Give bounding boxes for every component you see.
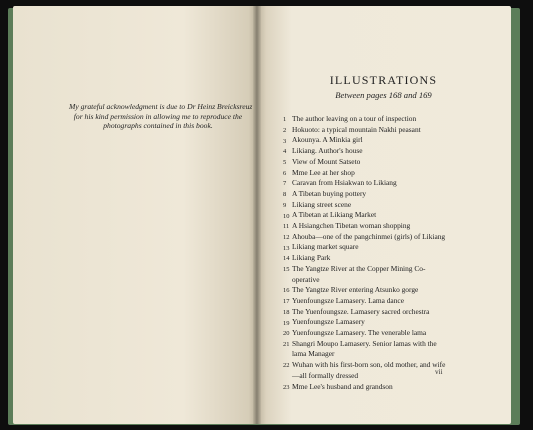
acknowledgment-line: photographs contained in this book. [103, 121, 213, 131]
item-number: 19 [283, 319, 290, 327]
item-number: 3 [283, 137, 287, 145]
item-caption: Yuenfoungsze Lamasery. Lama dance [292, 295, 404, 305]
item-caption-continued: operative [292, 274, 320, 284]
item-caption: A Tibetan at Likiang Market [292, 210, 377, 220]
item-number: 16 [283, 287, 290, 295]
item-number: 6 [283, 169, 287, 177]
item-number: 20 [283, 330, 290, 338]
item-caption: Yuenfoungsze Lamasery [292, 317, 365, 327]
list-item [284, 232, 480, 243]
list-item [284, 146, 480, 157]
list-item [284, 264, 480, 285]
acknowledgment-note [69, 102, 253, 131]
item-number: 22 [283, 362, 290, 370]
list-item [284, 189, 480, 200]
item-caption: Likiang street scene [292, 199, 352, 209]
item-caption-continued: lama Manager [292, 349, 335, 359]
item-number: 23 [283, 383, 290, 391]
list-item [284, 221, 480, 232]
item-caption: Shangri Moupo Lamasery. Senior lamas with the [292, 338, 437, 348]
item-number: 17 [283, 298, 290, 306]
item-caption: Mme Lee's husband and grandson [292, 381, 393, 391]
item-number: 11 [283, 223, 290, 231]
item-caption: Wuhan with his first-born son, old mother, and wife [292, 360, 446, 370]
list-item [284, 360, 480, 381]
list-item [284, 307, 480, 318]
item-number: 7 [283, 180, 287, 188]
list-item [284, 210, 480, 221]
book-spread [13, 6, 511, 424]
item-caption: The Yangtze River at the Copper Mining Co- [292, 263, 426, 273]
item-number: 15 [283, 266, 290, 274]
right-page [256, 6, 511, 424]
item-caption: Likiang. Author's house [292, 146, 363, 156]
item-caption: View of Mount Satseto [292, 156, 361, 166]
list-item [284, 285, 480, 296]
page-title: ILLUSTRATIONS [329, 73, 438, 87]
item-number: 13 [283, 244, 290, 252]
list-item [284, 317, 480, 328]
item-caption: Likiang market square [292, 242, 359, 252]
item-caption: The Yuenfoungsze. Lamasery sacred orchestra [292, 306, 430, 316]
item-number: 2 [283, 126, 287, 134]
list-item [284, 135, 480, 146]
item-caption: A Hsiangchen Tibetan woman shopping [292, 221, 411, 231]
list-item [284, 242, 480, 253]
item-number: 12 [283, 233, 290, 241]
book-gutter [253, 6, 261, 424]
item-caption: Caravan from Hsiakwan to Likiang [292, 178, 397, 188]
list-item [284, 382, 480, 393]
list-item [284, 114, 480, 125]
illustrations-list [284, 114, 480, 392]
acknowledgment-line: for his kind permission in allowing me to reproduce the [73, 111, 243, 121]
list-item [284, 339, 480, 360]
list-item [284, 168, 480, 179]
item-number: 8 [283, 191, 287, 199]
item-caption: Mme Lee at her shop [292, 167, 355, 177]
list-item [284, 328, 480, 339]
item-caption: Ahouba—one of the pangchinmei (girls) of Likiang [292, 231, 446, 241]
item-number: 10 [283, 212, 290, 220]
item-caption-continued: —all formally dressed [292, 370, 359, 380]
item-caption: A Tibetan buying pottery [292, 188, 367, 198]
item-number: 9 [283, 201, 287, 209]
item-caption: Likiang Park [292, 253, 331, 263]
item-caption: The Yangtze River entering Atsunko gorge [292, 285, 419, 295]
list-item [284, 296, 480, 307]
list-item [284, 253, 480, 264]
list-item [284, 125, 480, 136]
item-number: 5 [283, 159, 287, 166]
item-caption: The author leaving on a tour of inspection [292, 114, 417, 123]
page-number: vii [435, 368, 443, 376]
item-caption: Akounya. A Minkia girl [292, 135, 363, 145]
list-item [284, 178, 480, 189]
left-page [13, 6, 256, 424]
item-caption: Yuenfoungsze Lamasery. The venerable lama [292, 328, 427, 338]
item-number: 1 [283, 116, 287, 124]
list-item [284, 157, 480, 168]
acknowledgment-line: My grateful acknowledgment is due to Dr Heinz Breicksreuz [69, 102, 253, 111]
page-subtitle: Between pages 168 and 169 [335, 90, 432, 100]
item-number: 18 [283, 308, 290, 316]
item-caption: Hokuoto: a typical mountain Nakhi peasant [292, 124, 421, 134]
item-number: 4 [283, 148, 287, 156]
list-item [284, 200, 480, 211]
item-number: 21 [283, 340, 290, 348]
item-number: 14 [283, 255, 290, 263]
